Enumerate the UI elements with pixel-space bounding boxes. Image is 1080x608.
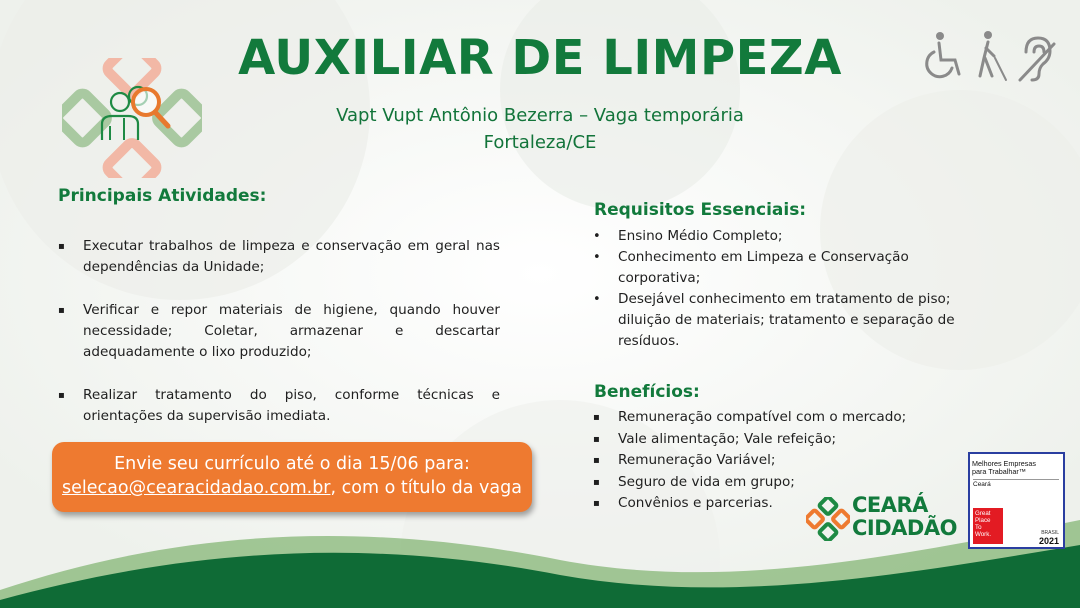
ceara-cidadao-logo xyxy=(806,492,958,546)
brand-name-line1: CEARÁ xyxy=(852,493,928,517)
list-item: • Ensino Médio Completo; xyxy=(592,226,992,247)
gptw-title xyxy=(972,460,1062,476)
page-title: AUXILIAR DE LIMPEZA xyxy=(238,30,842,86)
activities-heading: Principais Atividades: xyxy=(58,186,267,206)
brand-name xyxy=(852,494,957,540)
job-city-line: Fortaleza/CE xyxy=(483,132,597,153)
apply-email-line xyxy=(52,475,532,501)
list-item: ▪ Remuneração compatível com o mercado; xyxy=(592,407,952,429)
gptw-country: BRASIL xyxy=(1041,530,1059,536)
list-item: ▪ Seguro de vida em grupo; xyxy=(592,472,952,494)
requirements-heading: Requisitos Essenciais: xyxy=(594,200,807,220)
activities-list xyxy=(58,236,500,449)
list-item: • Conhecimento em Limpeza e Conservação corporativa; xyxy=(592,247,992,289)
benefits-heading: Benefícios: xyxy=(594,382,700,402)
list-item: ▪ Executar trabalhos de limpeza e conservação em geral nas dependências da Unidade; xyxy=(58,236,500,278)
gptw-title-line2: para Trabalhar™ xyxy=(972,467,1026,476)
gptw-logo-line: Work. xyxy=(975,531,992,538)
brand-mark-icon xyxy=(806,497,850,541)
list-item: ▪ Remuneração Variável; xyxy=(592,450,952,472)
gptw-badge xyxy=(968,452,1065,549)
apply-deadline-text: Envie seu currículo até o dia 15/06 para: xyxy=(114,454,470,474)
gptw-state: Ceará xyxy=(973,481,991,488)
list-item: • Desejável conhecimento em tratamento de piso; diluição de materiais; tratamento e separação de resíduos. xyxy=(592,289,992,352)
accessibility-icons xyxy=(922,28,1058,86)
job-subtitle xyxy=(240,102,840,156)
brand-name-line2: CIDADÃO xyxy=(852,516,957,540)
gptw-logo-line: Place xyxy=(975,517,991,524)
requirements-list xyxy=(592,226,992,352)
wheelchair-icon xyxy=(927,32,959,77)
hearing-impaired-icon xyxy=(1020,38,1054,80)
apply-callout[interactable] xyxy=(52,442,532,512)
gptw-title-line1: Melhores Empresas xyxy=(972,459,1036,468)
gptw-year: 2021 xyxy=(1038,536,1059,546)
apply-instructions-text: , com o título da vaga xyxy=(330,478,522,498)
gptw-logo xyxy=(973,508,1003,544)
gptw-logo-line: To xyxy=(975,524,982,531)
list-item: ▪ Vale alimentação; Vale refeição; xyxy=(592,429,952,451)
gptw-logo-line: Great xyxy=(975,510,991,517)
job-location-line: Vapt Vupt Antônio Bezerra – Vaga temporária xyxy=(336,105,744,126)
list-item: ▪ Realizar tratamento do piso, conforme técnicas e orientações da supervisão imediata. xyxy=(58,385,500,427)
email-link[interactable]: selecao@cearacidadao.com.br xyxy=(62,478,331,498)
list-item: ▪ Convênios e parcerias. xyxy=(592,493,952,515)
blind-person-icon xyxy=(980,31,1006,80)
list-item: ▪ Verificar e repor materiais de higiene, quando houver necessidade; Coletar, armazenar e descartar adequadamente o lixo produzido; xyxy=(58,300,500,363)
gptw-divider xyxy=(973,479,1059,480)
